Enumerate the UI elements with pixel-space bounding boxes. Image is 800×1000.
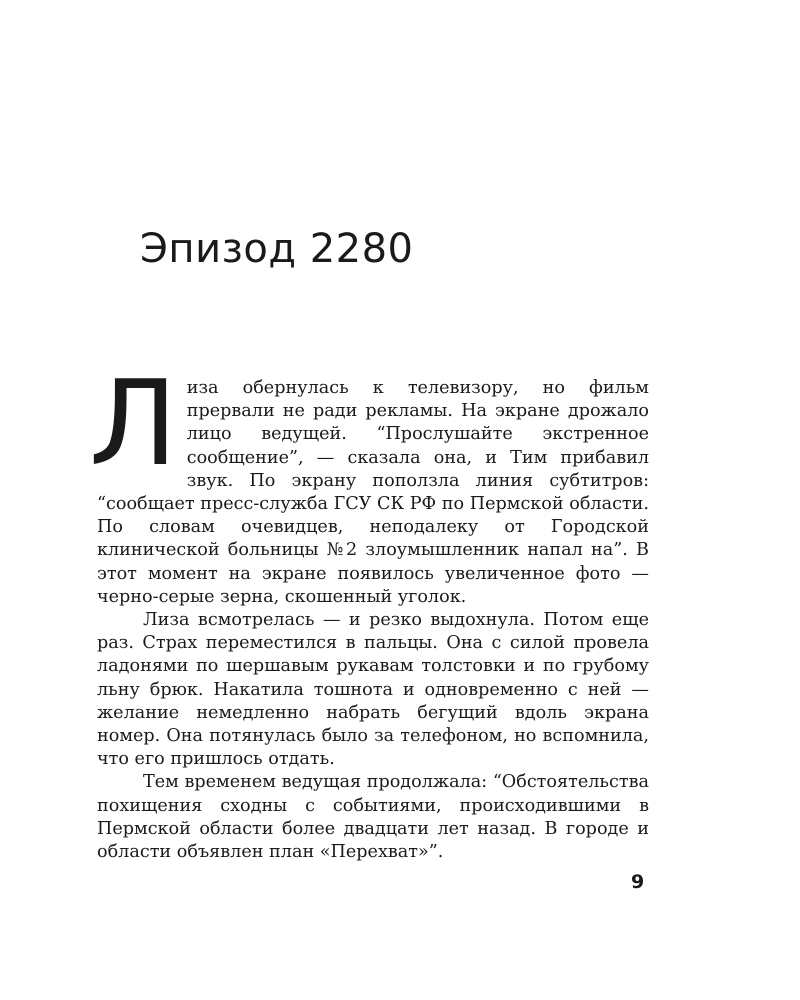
drop-cap: Л bbox=[89, 354, 175, 492]
paragraph-1-text: иза обернулась к телевизору, но фильм прервали не ради рекламы. На экране дрожало лицо ведущей. “Прослушайте экстренное сообщение”, — сказала она, и Тим прибавил звук. По экрану поползла линия субтитров: “сообщает пресс-служба ГСУ СК РФ по Пермской области. По словам очевидцев, неподалеку от Городской клинической больницы №2 злоумышленник напал на”. В этот момент на экране появилось увеличенное фото — черно-серые зерна, скошенный уголок. bbox=[97, 378, 649, 607]
paragraph-2: Лиза всмотрелась — и резко выдохнула. Потом еще раз. Страх переместился в пальцы. Она с силой провела ладонями по шершавым рукавам толстовки и по грубому льну брюк. Накатила тошнота и одновременно с ней — желание немедленно набрать бегущий вдоль экрана номер. Она потянулась было за телефоном, но вспомнила, что его пришлось отдать. bbox=[97, 610, 649, 770]
page-number: 9 bbox=[631, 871, 645, 893]
chapter-body bbox=[89, 354, 649, 864]
paragraph-3: Тем временем ведущая продолжала: “Обстоятельства похищения сходны с событиями, происходившими в Пермской области более двадцати лет назад. В городе и области объявлен план «Перехват»”. bbox=[97, 772, 649, 863]
paragraph-1 bbox=[89, 354, 649, 609]
chapter-title: Эпизод 2280 bbox=[140, 226, 414, 272]
